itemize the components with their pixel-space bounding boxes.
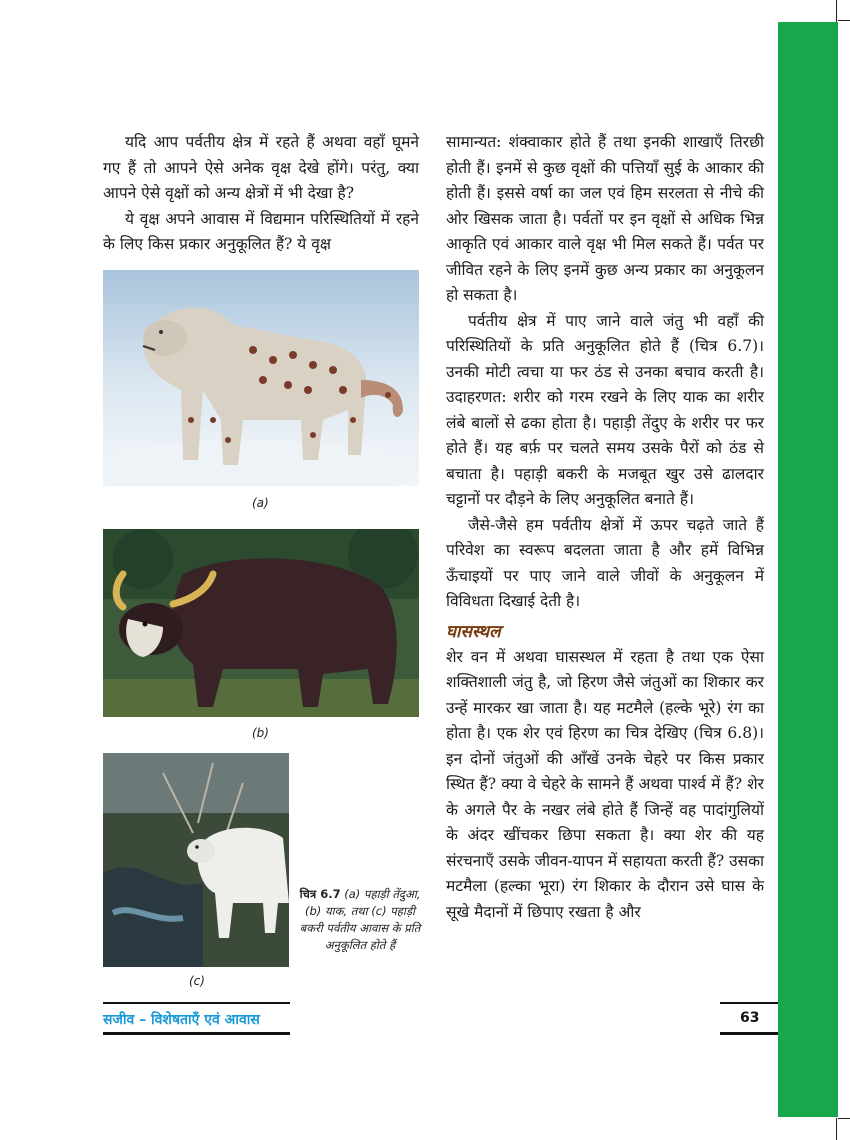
crop-mark <box>836 0 837 22</box>
snow-leopard-image <box>103 270 419 486</box>
yak-image <box>103 529 419 717</box>
paragraph: पर्वतीय क्षेत्र में पाए जाने वाले जंतु भी वहाँ की परिस्थितियों के प्रति अनुकूलित होते हैं (चित्र 6.7)। उनकी मोटी त्वचा या फर ठंड से उनका बचाव करती है। उदाहरणत: शरीर को गरम रखने के लिए याक का शरीर लंबे बालों से ढका होता है। पहाड़ी तेंदुए के शरीर पर फर होते हैं। यह बर्फ़ पर चलते समय उसके पैरों को ठंड से बचाता है। पहाड़ी बकरी के मजबूत खुर उसे ढालदार चट्टानों पर दौड़ने के लिए अनुकूलित बनाते हैं। <box>446 311 764 508</box>
figure-number: चित्र 6.7 <box>299 887 341 901</box>
left-column-text <box>103 130 419 258</box>
side-color-bar <box>778 22 838 1117</box>
crop-mark <box>836 1118 837 1140</box>
page-number: 63 <box>740 1010 760 1026</box>
footer-rule-top-right <box>720 1002 778 1004</box>
paragraph: शेर वन में अथवा घासस्थल में रहता है तथा एक ऐसा शक्तिशाली जंतु है, जो हिरण जैसे जंतुओं का शिकार कर उन्हें मारकर खा जाता है। यह मटमैले (हल्के भूरे) रंग का होता है। एक शेर एवं हिरण का चित्र देखिए (चित्र 6.8)। इन दोनों जंतुओं की आँखें उनके चेहरे पर किस प्रकार स्थित हैं? क्या वे चेहरे के सामने हैं अथवा पार्श्व में हैं? शेर के अगले पैर के नखर लंबे होते हैं जिन्हें वह पादांगुलियों के अंदर खींचकर छिपा सकता है। क्या शेर की यह संरचनाएँ उसके जीवन-यापन में सहायता करती हैं? उसका मटमैला (हल्का भूरा) रंग शिकार के दौरान उसे घास के सूखे मैदानों में छिपाए रखता है और <box>446 647 764 921</box>
mountain-goat-image <box>103 753 289 967</box>
right-column-text <box>446 130 764 925</box>
paragraph: सामान्यत: शंक्वाकार होते हैं तथा इनकी शाखाएँ तिरछी होती हैं। इनमें से कुछ वृक्षों की पत्तियाँ सुई के आकार की होती हैं। इससे वर्षा का जल एवं हिम सरलता से नीचे की ओर खिसक जाता है। पर्वतों पर इन वृक्षों से अधिक भिन्न आकृति एवं आकार वाले वृक्ष भी मिल सकते हैं। पर्वत पर जीवित रहने के लिए इनमें कुछ अन्य प्रकार का अनुकूलन हो सकता है। <box>446 133 765 304</box>
crop-mark <box>838 1118 850 1119</box>
figure-caption <box>296 886 424 954</box>
paragraph: यदि आप पर्वतीय क्षेत्र में रहते हैं अथवा वहाँ घूमने गए हैं तो आपने ऐसे अनेक वृक्ष देखे होंगे। परंतु, क्या आपने ऐसे वृक्षों को अन्य क्षेत्रों में भी देखा है? <box>103 133 419 202</box>
paragraph: जैसे-जैसे हम पर्वतीय क्षेत्रों में ऊपर चढ़ते जाते हैं परिवेश का स्वरूप बदलता जाता है और हमें विभिन्न ऊँचाइयों पर पाए जाने वाले जीवों के अनुकूलन में विविधता दिखाई देती है। <box>446 515 764 610</box>
section-heading: घासस्थल <box>446 621 501 642</box>
figure-label-c: (c) <box>189 974 205 988</box>
footer-chapter-title: सजीव – विशेषताएँ एवं आवास <box>103 1012 260 1028</box>
paragraph: ये वृक्ष अपने आवास में विद्यमान परिस्थितियों में रहने के लिए किस प्रकार अनुकूलित हैं? ये वृक्ष <box>103 209 419 253</box>
figure-label-b: (b) <box>252 726 269 740</box>
crop-mark <box>838 20 850 21</box>
footer-rule-top <box>103 1002 290 1004</box>
figure-caption-text: (a) पहाड़ी तेंदुआ, (b) याक, तथा (c) पहाड़ी बकरी पर्वतीय आवास के प्रति अनुकूलित होते हैं <box>299 887 421 952</box>
figure-label-a: (a) <box>252 496 269 510</box>
footer-rule-bottom-right <box>720 1032 778 1035</box>
footer-rule-bottom <box>103 1032 290 1035</box>
